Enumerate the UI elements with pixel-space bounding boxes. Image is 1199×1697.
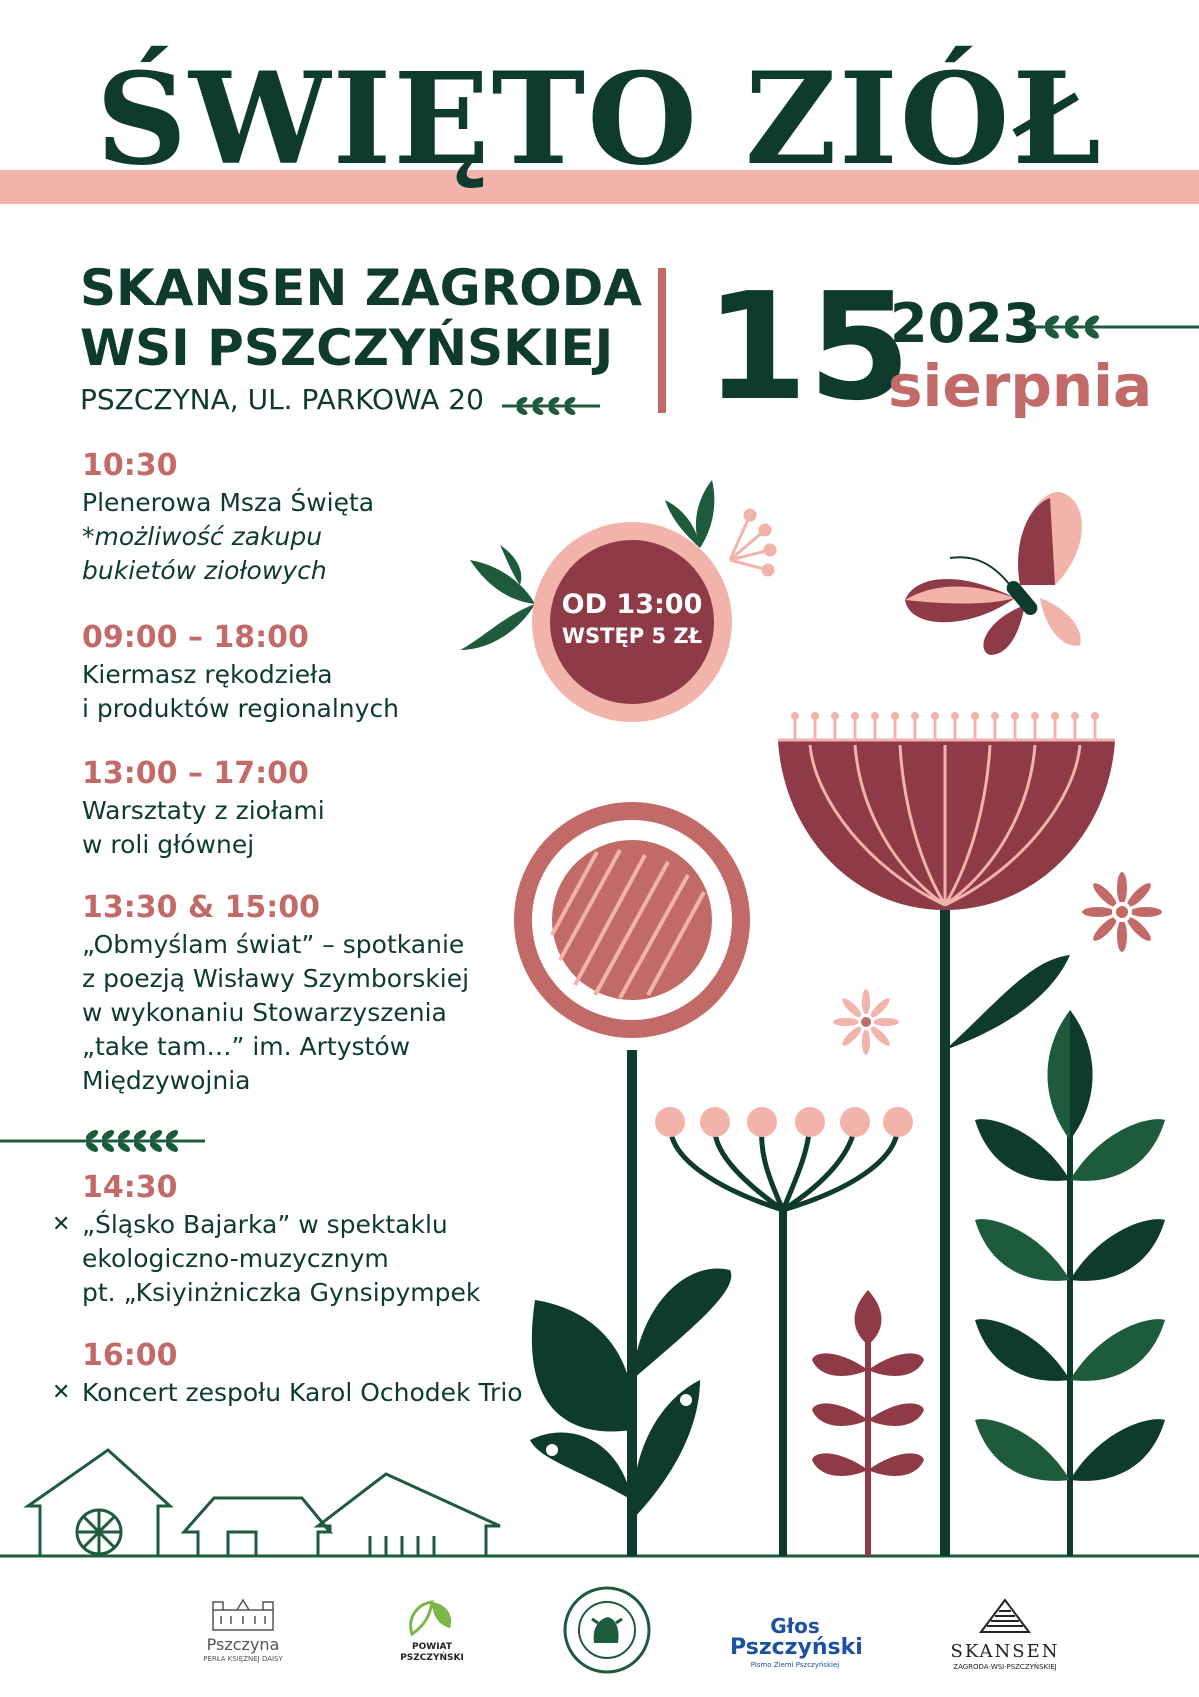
green-plant	[975, 1010, 1165, 1556]
program-desc: i produktów regionalnych	[82, 694, 400, 723]
logo-agencja-text	[562, 1585, 563, 1586]
program-time: 09:00 – 18:00	[82, 620, 309, 655]
event-month: sierpnia	[888, 352, 1153, 420]
daisy-icon	[1082, 872, 1162, 952]
program-desc: „take tam…” im. Artystów	[82, 1032, 411, 1061]
bullet-icon: ✕	[52, 1212, 71, 1237]
program-desc: Koncert zespołu Karol Ochodek Trio	[82, 1378, 523, 1407]
venue-line1: SKANSEN ZAGRODA	[80, 259, 642, 317]
program-desc: Międzywojnia	[82, 1066, 251, 1095]
logo-pszczyna	[198, 1596, 288, 1664]
logo-glos	[730, 1614, 863, 1670]
program-note: *możliwość zakupu	[82, 522, 323, 551]
logo-pszczyna-name: Pszczyna	[206, 1635, 280, 1654]
logo-glos-line1: Głos	[770, 1614, 820, 1638]
logo-powiat-line1: POWIAT	[412, 1642, 452, 1652]
program-desc: w roli głównej	[82, 830, 255, 859]
event-year: 2023	[890, 292, 1041, 355]
logo-pszczyna-tagline: PERŁA KSIĘŻNEJ DAISY	[203, 1655, 283, 1663]
entry-badge	[552, 588, 712, 650]
program-desc: Plenerowa Msza Święta	[82, 488, 375, 517]
leafy-plant	[812, 1290, 924, 1556]
butterfly-icon	[905, 492, 1082, 655]
program-desc: w wykonaniu Stowarzyszenia	[82, 998, 447, 1027]
logo-powiat-line2: PSZCZYŃSKI	[400, 1653, 464, 1663]
logo-powiat	[392, 1598, 472, 1664]
logo-glos-tagline: Pismo Ziemi Pszczyńskiej	[750, 1661, 840, 1669]
program-desc: ekologiczno-muzycznym	[82, 1244, 389, 1273]
program-time: 13:30 & 15:00	[82, 890, 321, 925]
program-desc: z poezją Wisławy Szymborskiej	[82, 964, 470, 993]
logo-glos-line2: Pszczyński	[730, 1635, 863, 1660]
program-time: 13:00 – 17:00	[82, 756, 309, 791]
castle-icon	[203, 1596, 283, 1632]
badge-time: OD 13:00	[561, 589, 703, 620]
venue-address: PSZCZYNA, UL. PARKOWA 20	[80, 383, 484, 416]
daisy-icon	[833, 989, 899, 1055]
logo-skansen	[930, 1596, 1080, 1672]
agencja-seal-icon	[562, 1585, 652, 1675]
program-desc: „Obmyślam świat” – spotkanie	[82, 930, 465, 959]
page-title: ŚWIĘTO ZIÓŁ	[96, 45, 1103, 193]
program-desc: pt. „Ksiyinżniczka Gynsipympek	[82, 1278, 481, 1307]
cup-flower	[778, 712, 1115, 1556]
logo-agencja	[562, 1585, 652, 1675]
house-icon	[28, 1450, 500, 1556]
program-note: bukietów ziołowych	[82, 556, 327, 585]
event-day: 15	[705, 261, 911, 433]
program-desc: „Śląsko Bajarka” w spektaklu	[82, 1210, 448, 1239]
program-time: 16:00	[82, 1338, 178, 1373]
badge-price: WSTĘP 5 ZŁ	[561, 624, 703, 648]
program-time: 10:30	[82, 448, 178, 483]
venue-line2: WSI PSZCZYŃSKIEJ	[80, 319, 614, 377]
program-desc: Kiermasz rękodzieła	[82, 660, 333, 689]
skansen-house-icon	[975, 1596, 1035, 1638]
program-desc: Warsztaty z ziołami	[82, 796, 325, 825]
bullet-icon: ✕	[52, 1380, 71, 1405]
logo-skansen-tagline: ZAGRODA·WSI·PSZCZYŃSKIEJ	[953, 1663, 1057, 1671]
program-time: 14:30	[82, 1170, 178, 1205]
powiat-leaf-icon	[402, 1598, 462, 1638]
logo-skansen-name: SKANSEN	[950, 1641, 1060, 1662]
